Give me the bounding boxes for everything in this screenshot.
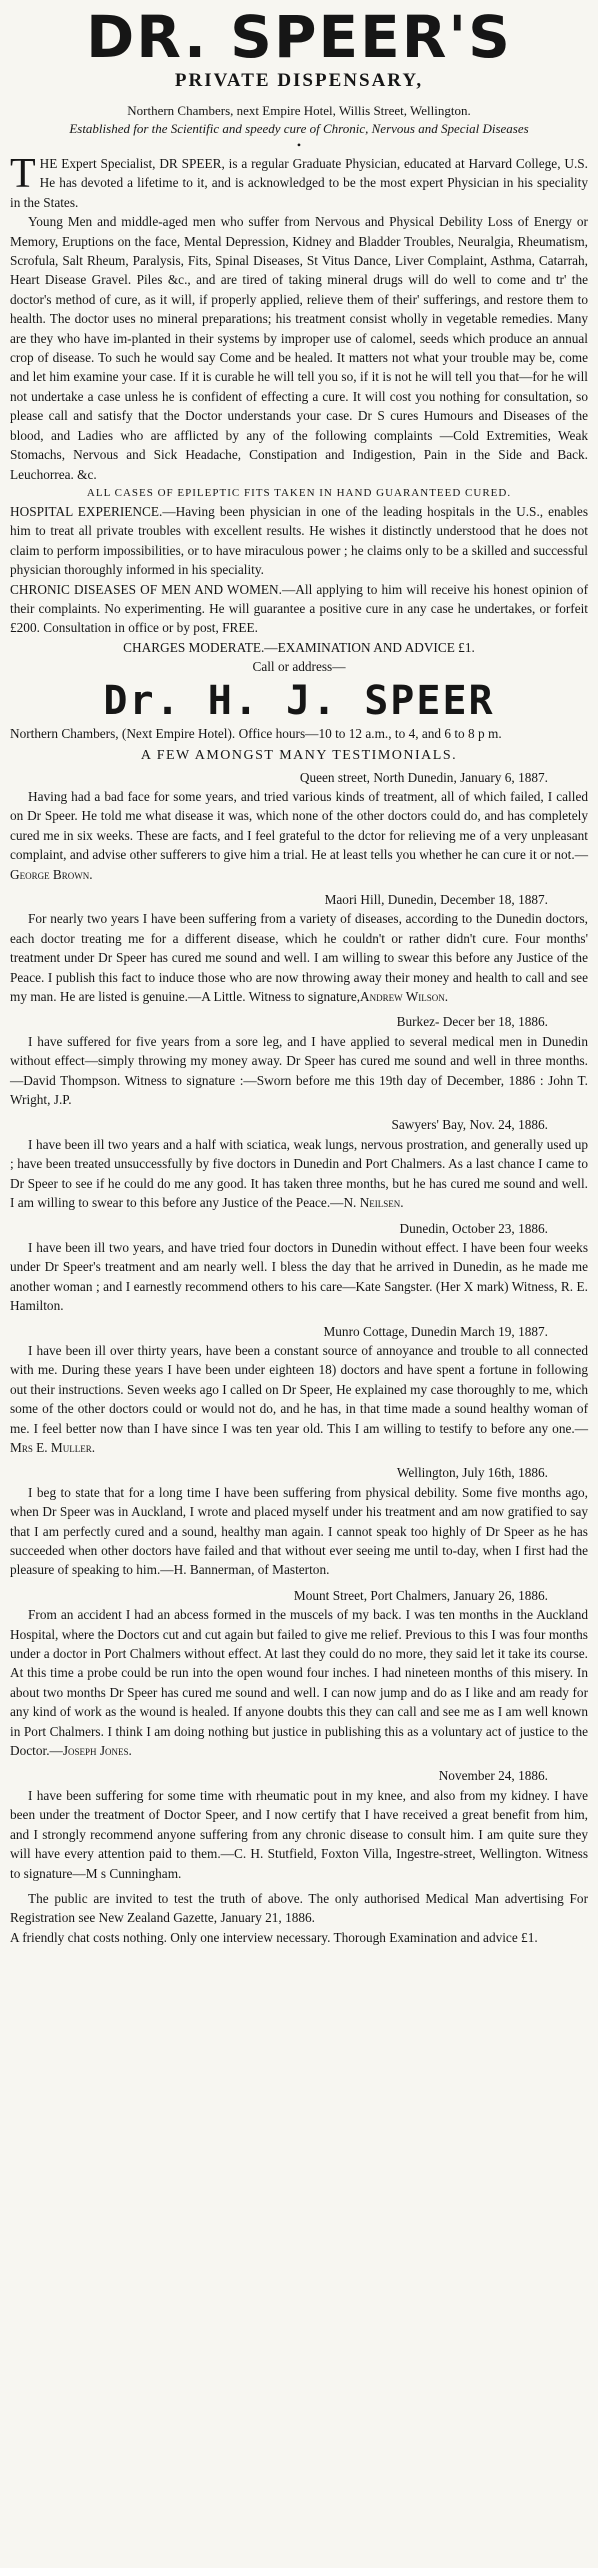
testimonials-title: A FEW AMONGST MANY TESTIMONIALS.: [140, 747, 458, 763]
testimonial-dateline: Mount Street, Port Chalmers, January 26, 1886.: [293, 1587, 548, 1603]
footer: [10, 1889, 588, 1947]
testimonial-text: [10, 1135, 588, 1213]
testimonial-body: For nearly two years I have been suffering from a variety of diseases, according to the Dunedin doctors, each doctor treating me for a different disease, which he couldn't or rather didn't cure. Four months' treatment under Dr Speer has cured me sound and well. I am willing to swear this before any Justice of the Peace. I publish this fact to induce those who are now throwing away their money and health to call and see my man. He are listed is genuine.—A Little. Witness to signature,: [10, 911, 588, 1005]
testimonial-body: I have suffered for five years from a sore leg, and I have applied to several medical men in Dunedin without effect—simply throwing my money away. Dr Speer has cured me sound and well in three months.—David Thompson. Witness to signature :—Sworn before me this 19th day of December, 1886 : John T. Wright, J.P.: [10, 1033, 588, 1108]
testimonial-dateline: Munro Cottage, Dunedin March 19, 1887.: [323, 1323, 548, 1339]
testimonial-dateline: Maori Hill, Dunedin, December 18, 1887.: [324, 892, 548, 907]
testimonial-dateline: Sawyers' Bay, Nov. 24, 1886.: [391, 1117, 548, 1133]
masthead-title: DR. SPEER'S: [86, 3, 512, 71]
testimonial-signer: George Brown.: [10, 866, 93, 882]
doctor-name-banner: Dr. H. J. SPEER: [103, 678, 495, 725]
intro-text: HE Expert Specialist, DR SPEER, is a regular Graduate Physician, educated at Harvard College, U.S. He has devoted a lifetime to it, and is acknowledged to be the most expert Physician in his speciality in the States.: [10, 156, 588, 210]
hospital-paragraph: [10, 502, 588, 580]
testimonial-text: [10, 1605, 588, 1760]
subhead-title: PRIVATE DISPENSARY,: [174, 70, 424, 91]
epileptic-line: ALL CASES OF EPILEPTIC FITS TAKEN IN HAND GUARANTEED CURED.: [86, 486, 512, 499]
testimonial-signer: Andrew Wilson.: [360, 989, 449, 1005]
testimonial: [10, 890, 588, 1006]
testimonial: [10, 1322, 588, 1458]
separator-dot: •: [296, 138, 302, 152]
testimonial-text: [10, 1032, 588, 1110]
testimonial-dateline: November 24, 1886.: [438, 1768, 548, 1784]
testimonial-body: I have been suffering for some time with rheumatic pout in my knee, and also from my kidney. I have been under the treatment of Doctor Speer, and I now certify that I have received a great benefit from him, and I strongly recommend anyone suffering from any chronic disease to consult him. I am quite sure they will have every attention paid to them.—C. H. Stutfield, Foxton Villa, Ingestre-street, Wellington. Witness to signature—M s Cunningham.: [10, 1787, 588, 1881]
call-line: Call or address—: [252, 659, 346, 675]
testimonial-text: [10, 909, 588, 1006]
chronic-paragraph: [10, 580, 588, 638]
drop-cap: T: [10, 151, 36, 197]
intro-paragraph: [10, 151, 588, 212]
chronic-label: CHRONIC DISEASES OF MEN AND WOMEN.: [10, 581, 282, 597]
testimonial-text: [10, 787, 588, 884]
young-men-paragraph: Young Men and middle-aged men who suffer from Nervous and Physical Debility Loss of Energy or Memory, Eruptions on the face, Mental Depression, Kidney and Bladder Troubles, Neuralgia, Rheumatism, Scrofula, Salt Rheum, Paralysis, Fits, Spinal Diseases, St Vitus Dance, Liver Complaint, Asthma, Catarrah, Heart Disease Gravel. Piles &c., and are tired of taking mineral drugs will do well to come and tr' the doctor's method of cure, as it will, if properly applied, relieve them of their' sufferings, and restore them to health. The doctor uses no mineral preparations; his treatment consist wholly in vegetable remedies. Many are they who have im-planted in their systems by improper use of calomel, seeds which produce an annual crop of disease. To such he would say Come and be healed. It matters not what your trouble may be, come and let him examine your case. If it is curable he will tell you so, if it is not he will tell you that—for he will not undertake a case unless he is confident of effecting a cure. It will cost you nothing for consultation, so please call and satisfy that the Doctor understands your case. Dr S cures Humours and Diseases of the blood, and Ladies who are afflicted by any of the following complaints —Cold Extremities, Weak Stomachs, Nervous and Sick Headache, Constipation and Indigestion, Pain in the Side and Back. Leuchorrea. &c.: [10, 214, 588, 482]
testimonial-text: [10, 1341, 588, 1457]
testimonial: [10, 1463, 588, 1579]
testimonial-dateline: Dunedin, October 23, 1886.: [399, 1220, 548, 1236]
testimonial: [10, 1219, 588, 1316]
testimonial-body: From an accident I had an abcess formed in the muscels of my back. I was ten months in the Auckland Hospital, where the Doctors cut and cut again but failed to give me relief. Previous to this I was four months under a doctor in Port Chalmers without effect. At last they could do no more, they said let it take its course. At this time a probe could be run into the open wound four inches. I had nineteen months of this misery. In about two months Dr Speer has cured me sound and well. I can now jump and do as I like and am ready for any kind of work as the wound is healed. If anyone doubts this they can call and see me as I am well known in Port Chalmers. I think I am doing nothing but justice in publishing this as a voluntary act of justice to the Doctor.—: [10, 1607, 588, 1759]
testimonial: [10, 1012, 588, 1109]
testimonial-body: I have been ill two years, and have tried four doctors in Dunedin without effect. I have been four weeks under Dr Speer's treatment and am nearly well. I bless the day that he arrived in Dunedin, as he made me another woman ; and I earnestly recommend others to his care—Kate Sangster. (Her X mark) Witness, R. E. Hamilton.: [10, 1239, 588, 1314]
testimonial-body: I have been ill over thirty years, have been a constant source of annoyance and trouble to all connected with me. During these years I have been under eighteen 18) doctors and have spent a fortune in following out their instructions. Seven weeks ago I called on Dr Speer, He explained my case thoroughly to me, which some of the other doctors could or would not do, and he has, in that time made a sound healthy woman of me. I feel better now than I have since I was ten year old. This I am willing to testify to before any one.—: [10, 1342, 588, 1436]
testimonial: [10, 1586, 588, 1761]
testimonial-signer: Joseph Jones.: [62, 1743, 132, 1759]
charges-line: CHARGES MODERATE.—EXAMINATION AND ADVICE £1.: [123, 639, 475, 655]
testimonial-dateline: Burkez- Decer ber 18, 1886.: [396, 1014, 548, 1030]
established-line: Established for the Scientific and speedy cure of Chronic, Nervous and Special Diseases: [69, 121, 529, 136]
address-line: Northern Chambers, next Empire Hotel, Willis Street, Wellington.: [127, 103, 471, 118]
testimonial-body: I beg to state that for a long time I have been suffering from physical debility. Some five months ago, when Dr Speer was in Auckland, I wrote and placed myself under his treatment and am now gratified to say that I am perfectly cured and a sound, healthy man again. I cannot speak too highly of Dr Speer as he has succeeded when other doctors have failed and that without ever seeing me until to-day, when I first had the pleasure of speaking to him.—H. Bannerman, of Masterton.: [10, 1484, 588, 1578]
hospital-label: HOSPITAL EXPERIENCE.: [10, 503, 163, 519]
testimonial-body: I have been ill two years and a half with sciatica, weak lungs, nervous prostration, and generally used up ; have been treated unsuccessfully by five doctors in Dunedin and Port Chalmers. As a last chance I came to Dr Speer to see if he could do me any good. It has taken three months, but he has cured me sound and well. I am willing to swear to this before any Justice of the Peace.—: [10, 1136, 588, 1211]
testimonial-text: [10, 1483, 588, 1580]
testimonial-dateline: Queen street, North Dunedin, January 6, 1887.: [299, 769, 548, 785]
footer-registration: The public are invited to test the truth of above. The only authorised Medical Man advertising For Registration see New Zealand Gazette, January 21, 1886.: [10, 1890, 588, 1926]
testimonial: [10, 1766, 588, 1882]
testimonial-text: [10, 1786, 588, 1883]
footer-consultation: A friendly chat costs nothing. Only one interview necessary. Thorough Examination and advice £1.: [10, 1929, 538, 1945]
office-hours-line: Northern Chambers, (Next Empire Hotel). Office hours—10 to 12 a.m., to 4, and 6 to 8 p m.: [10, 726, 502, 742]
testimonial: [10, 768, 588, 884]
testimonial-signer: N. Neilsen.: [343, 1195, 404, 1211]
testimonials-list: [10, 768, 588, 1883]
hospital-text: —Having been physician in one of the leading hospitals in the U.S., enables him to treat all private troubles with excellent results. He wishes it distinctly understood that he does not claim to perform impossibilities, or to have miraculous power ; he claims only to be a skilled and successful physician thoroughly informed in his speciality.: [10, 503, 588, 578]
testimonial-signer: Mrs E. Muller.: [10, 1439, 96, 1455]
testimonial: [10, 1115, 588, 1212]
testimonial-text: [10, 1238, 588, 1316]
testimonial-body: Having had a bad face for some years, and tried various kinds of treatment, all of which failed, I called on Dr Speer. He told me what disease it was, which none of the other doctors could do, and has completely cured me in six weeks. These are facts, and I feel grateful to the dctor for relieving me of a very unpleasant complaint, and advise other sufferers to give him a trial. He at least tells you whether he can cure it or not.—: [10, 788, 588, 863]
testimonial-dateline: Wellington, July 16th, 1886.: [396, 1465, 548, 1481]
chronic-text: —All applying to him will receive his honest opinion of their complaints. No experimenting. He will guarantee a positive cure in any case he undertakes, or forfeit £200. Consultation in office or by post, FREE.: [10, 581, 588, 636]
